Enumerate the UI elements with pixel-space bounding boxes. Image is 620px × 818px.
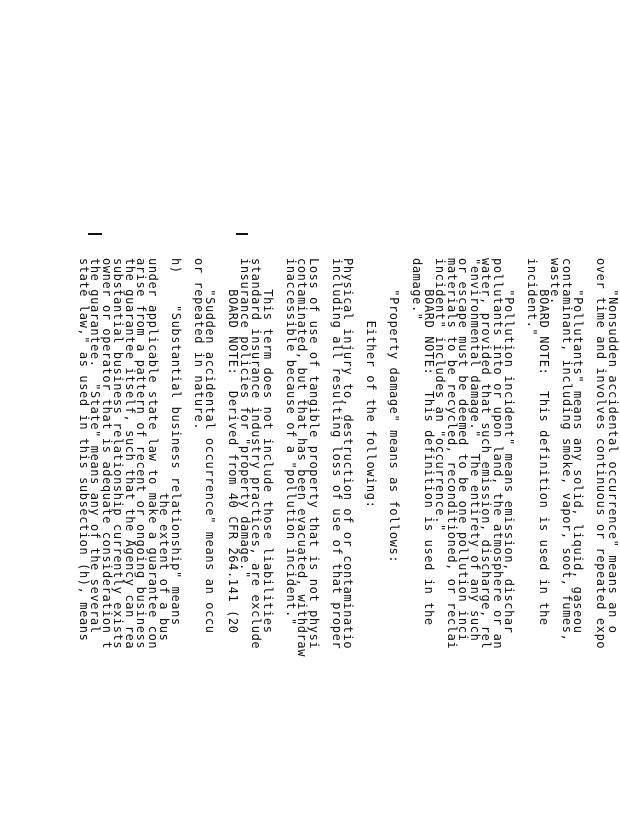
text-line: over time and involves continuous or repeated expo [594, 258, 609, 650]
paragraph-gap [354, 258, 366, 818]
text-line: waste. [548, 258, 563, 305]
paragraph [526, 258, 584, 818]
text-line: under applicable state law to make a guarantee con [146, 258, 160, 650]
paragraph [193, 258, 216, 818]
text-line: contaminated, but that has been evacuated, withdraw [295, 258, 310, 658]
text-line: "Pollution incident" means emission, dischar [502, 258, 517, 634]
text-line: pollutants into or upon land, the atmosphere or an [491, 258, 505, 650]
text-line: or repeated in nature. [192, 258, 206, 431]
text-line: "environmental damage." The entirety of any such [468, 258, 482, 642]
text-line: substantial business relationship currently exists [111, 258, 126, 650]
paragraph-gap [400, 258, 412, 818]
text-line: owner or operator that is adequate consideration t [100, 258, 114, 650]
paragraph [331, 258, 354, 818]
rotated-document-text [78, 258, 619, 818]
margin-mark-left [88, 233, 102, 235]
text-line: contaminant, including smoke, vapor, soot, fumes, [560, 258, 574, 642]
paragraph [388, 258, 400, 818]
text-line: Physical injury to, destruction of or contaminatio [341, 258, 356, 650]
text-line: the guarantee itself, such that the Agency can rea [123, 258, 137, 650]
paragraph [78, 258, 182, 818]
text-line: standard insurance industry practices, are exclude [249, 258, 264, 650]
paragraph-gap [216, 258, 228, 818]
text-line: materials to be recycled, reconditioned, or reclai [445, 258, 459, 650]
text-line: BOARD NOTE: This definition is used in the [537, 258, 551, 634]
text-line: This term does not include those liabilities [261, 258, 275, 634]
text-line: including all resulting loss of use of that proper [330, 258, 344, 650]
text-line: inaccessible because of a "pollution incident." [284, 258, 298, 626]
text-line: Either of the following: [364, 258, 379, 509]
paragraph-gap [515, 258, 527, 818]
margin-mark-right [236, 233, 248, 235]
text-line: BOARD NOTE: This definition is used in the [422, 258, 436, 634]
text-line: "Property damage" means as follows: [387, 258, 402, 564]
text-line: "Pollutants" means any solid, liquid, gaseou [571, 258, 586, 634]
paragraph-gap [377, 258, 389, 818]
text-line: damage." [410, 258, 425, 321]
text-line: arise from a pattern of recent or ongoing business [134, 258, 149, 650]
text-line: the guarantee. "State" means any of the several [88, 258, 103, 634]
paragraph [411, 258, 515, 818]
text-line: incident." [525, 258, 540, 337]
paragraph [227, 258, 273, 818]
text-line: h) "Substantial business relationship" means [169, 258, 183, 626]
paragraph-gap [584, 258, 596, 818]
text-line: water, provided that such emission, discharge, rel [479, 258, 494, 650]
text-line: "Nonsudden accidental occurrence" means an o [606, 258, 620, 634]
paragraph [595, 258, 618, 818]
text-line: Loss of use of tangible property that is not physi [307, 258, 321, 650]
paragraph [365, 258, 377, 818]
text-line: insurance policies for "property damage." [238, 258, 252, 579]
text-line: state law," as used in this subsection (h), means [77, 258, 91, 642]
text-line: incident" includes an "occurrence." [433, 258, 448, 532]
text-line: "Sudden accidental occurrence" means an occu [203, 258, 218, 634]
text-line: the extent of a bus [157, 258, 172, 642]
paragraph [285, 258, 320, 818]
text-line: BOARD NOTE: Derived from 40 CFR 264.141 (20 [226, 258, 241, 634]
text-line: or escape must be deemed to be one pollution inci [456, 258, 471, 642]
